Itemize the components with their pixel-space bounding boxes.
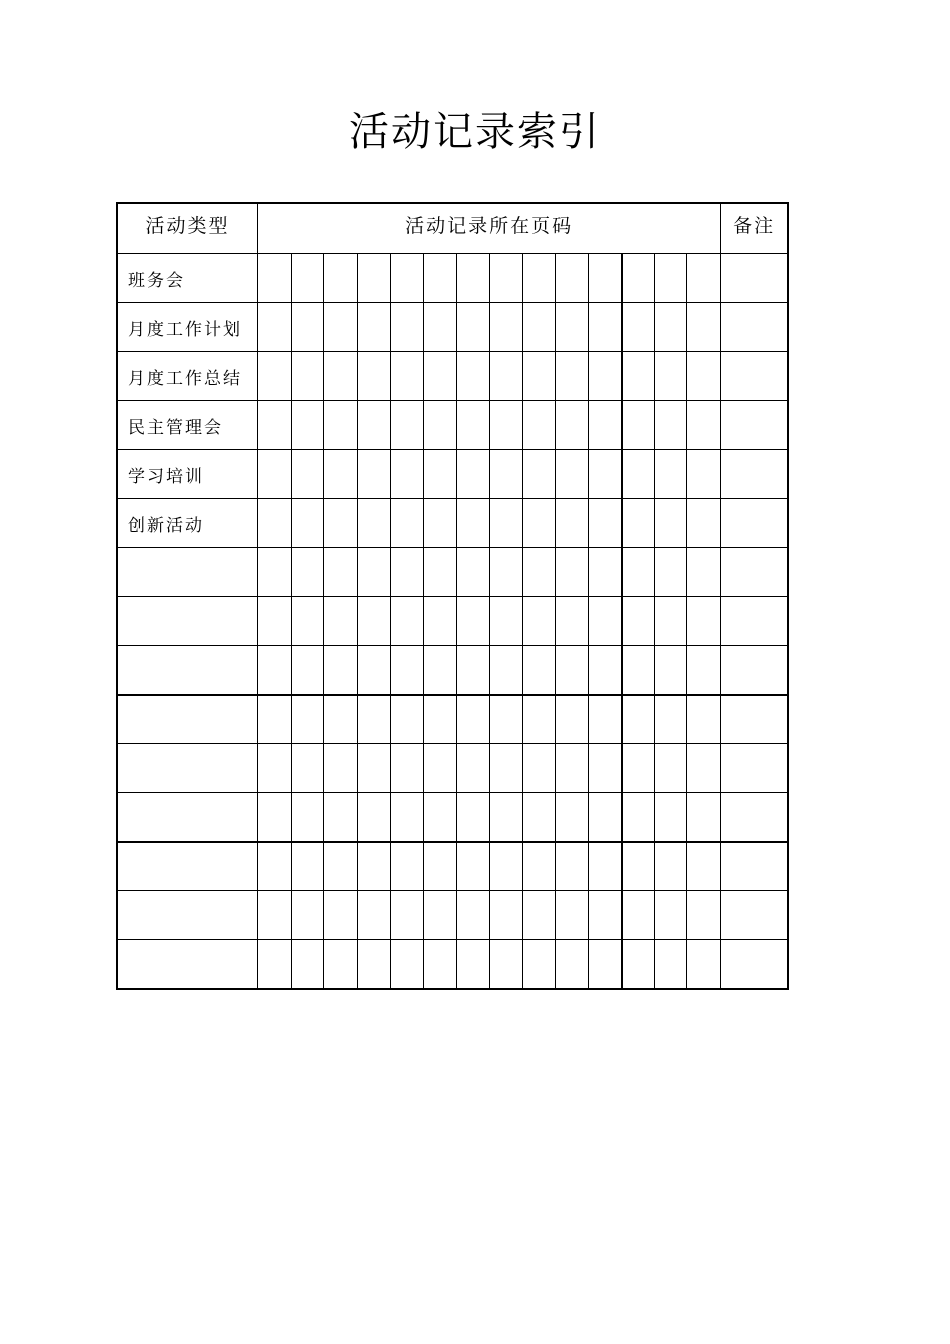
page-number-cell bbox=[358, 744, 391, 793]
page-number-cell bbox=[687, 254, 721, 303]
page-number-cell bbox=[391, 401, 424, 450]
page-number-cell bbox=[391, 450, 424, 499]
page-number-cell bbox=[687, 548, 721, 597]
page-number-cell bbox=[424, 450, 457, 499]
page-number-cell bbox=[687, 695, 721, 744]
page-number-cell bbox=[424, 940, 457, 989]
page-number-cell bbox=[292, 940, 324, 989]
page-number-cell bbox=[523, 940, 556, 989]
page-number-cell bbox=[292, 597, 324, 646]
page-number-cell bbox=[457, 450, 490, 499]
page-number-cell bbox=[358, 352, 391, 401]
page-number-cell bbox=[622, 842, 655, 891]
page-number-cell bbox=[358, 646, 391, 695]
page-number-cell bbox=[589, 793, 622, 842]
page-number-cell bbox=[622, 548, 655, 597]
table-row bbox=[118, 548, 788, 597]
remarks-cell bbox=[721, 548, 788, 597]
activity-type-cell: 班务会 bbox=[118, 254, 258, 303]
remarks-cell bbox=[721, 401, 788, 450]
page-number-cell bbox=[523, 597, 556, 646]
page-number-cell bbox=[391, 303, 424, 352]
page-number-cell bbox=[687, 597, 721, 646]
page-number-cell bbox=[589, 695, 622, 744]
page-number-cell bbox=[358, 401, 391, 450]
page-number-cell bbox=[687, 499, 721, 548]
page-number-cell bbox=[655, 352, 687, 401]
page-number-cell bbox=[457, 940, 490, 989]
page-number-cell bbox=[391, 793, 424, 842]
page-number-cell bbox=[391, 891, 424, 940]
page-number-cell bbox=[292, 352, 324, 401]
page-number-cell bbox=[292, 744, 324, 793]
page-number-cell bbox=[457, 352, 490, 401]
page-number-cell bbox=[424, 695, 457, 744]
page-number-cell bbox=[556, 891, 589, 940]
page-number-cell bbox=[490, 940, 523, 989]
page-number-cell bbox=[589, 352, 622, 401]
page-number-cell bbox=[424, 499, 457, 548]
page-number-cell bbox=[523, 548, 556, 597]
page-number-cell bbox=[457, 646, 490, 695]
page-number-cell bbox=[457, 744, 490, 793]
page-number-cell bbox=[292, 842, 324, 891]
page-number-cell bbox=[424, 793, 457, 842]
page-number-cell bbox=[391, 940, 424, 989]
page-number-cell bbox=[687, 303, 721, 352]
page-number-cell bbox=[391, 646, 424, 695]
page-number-cell bbox=[358, 695, 391, 744]
page-number-cell bbox=[292, 793, 324, 842]
page-number-cell bbox=[457, 499, 490, 548]
page-number-cell bbox=[424, 744, 457, 793]
header-activity-type: 活动类型 bbox=[118, 204, 258, 254]
page-number-cell bbox=[523, 891, 556, 940]
page-number-cell bbox=[655, 303, 687, 352]
table-row bbox=[118, 597, 788, 646]
page-number-cell bbox=[589, 499, 622, 548]
page-number-cell bbox=[523, 254, 556, 303]
header-page-numbers: 活动记录所在页码 bbox=[258, 204, 721, 254]
page-number-cell bbox=[457, 303, 490, 352]
page-number-cell bbox=[687, 744, 721, 793]
page-number-cell bbox=[556, 744, 589, 793]
page-number-cell bbox=[490, 303, 523, 352]
activity-type-cell: 学习培训 bbox=[118, 450, 258, 499]
page-number-cell bbox=[523, 499, 556, 548]
remarks-cell bbox=[721, 695, 788, 744]
page-number-cell bbox=[655, 793, 687, 842]
activity-type-cell bbox=[118, 842, 258, 891]
page-number-cell bbox=[258, 891, 292, 940]
remarks-cell bbox=[721, 597, 788, 646]
page-number-cell bbox=[457, 891, 490, 940]
page-number-cell bbox=[324, 548, 358, 597]
remarks-cell bbox=[721, 303, 788, 352]
activity-type-cell bbox=[118, 891, 258, 940]
header-row bbox=[118, 204, 788, 254]
page-number-cell bbox=[556, 940, 589, 989]
activity-type-cell bbox=[118, 744, 258, 793]
page-number-cell bbox=[687, 352, 721, 401]
page-number-cell bbox=[589, 548, 622, 597]
activity-type-cell bbox=[118, 695, 258, 744]
page-number-cell bbox=[490, 499, 523, 548]
page-number-cell bbox=[556, 695, 589, 744]
page-number-cell bbox=[655, 744, 687, 793]
page-number-cell bbox=[358, 499, 391, 548]
page-number-cell bbox=[358, 254, 391, 303]
page-number-cell bbox=[358, 940, 391, 989]
page-number-cell bbox=[622, 695, 655, 744]
page-number-cell bbox=[523, 842, 556, 891]
page-number-cell bbox=[687, 842, 721, 891]
activity-type-cell: 创新活动 bbox=[118, 499, 258, 548]
remarks-cell bbox=[721, 842, 788, 891]
page-number-cell bbox=[424, 646, 457, 695]
table-row bbox=[118, 401, 788, 450]
page-number-cell bbox=[687, 793, 721, 842]
page-title: 活动记录索引 bbox=[349, 109, 601, 155]
page-number-cell bbox=[258, 597, 292, 646]
activity-type-cell bbox=[118, 597, 258, 646]
page-number-cell bbox=[556, 254, 589, 303]
activity-index-table bbox=[117, 203, 788, 989]
page-number-cell bbox=[258, 254, 292, 303]
page-number-cell bbox=[292, 450, 324, 499]
page-number-cell bbox=[655, 450, 687, 499]
page-number-cell bbox=[391, 842, 424, 891]
page-number-cell bbox=[589, 254, 622, 303]
page-number-cell bbox=[457, 548, 490, 597]
page-number-cell bbox=[687, 891, 721, 940]
page-number-cell bbox=[655, 548, 687, 597]
page-number-cell bbox=[523, 303, 556, 352]
page-number-cell bbox=[324, 646, 358, 695]
page-number-cell bbox=[490, 597, 523, 646]
page-number-cell bbox=[258, 352, 292, 401]
page-number-cell bbox=[589, 744, 622, 793]
page-number-cell bbox=[687, 450, 721, 499]
table-row bbox=[118, 352, 788, 401]
page-number-cell bbox=[424, 891, 457, 940]
page-number-cell bbox=[324, 352, 358, 401]
page-number-cell bbox=[556, 793, 589, 842]
page-number-cell bbox=[358, 842, 391, 891]
page-number-cell bbox=[490, 548, 523, 597]
page-number-cell bbox=[324, 597, 358, 646]
page-number-cell bbox=[391, 352, 424, 401]
table-row bbox=[118, 646, 788, 695]
table-row bbox=[118, 254, 788, 303]
page-number-cell bbox=[358, 597, 391, 646]
page-number-cell bbox=[358, 793, 391, 842]
remarks-cell bbox=[721, 254, 788, 303]
page-number-cell bbox=[556, 352, 589, 401]
page-number-cell bbox=[556, 646, 589, 695]
remarks-cell bbox=[721, 940, 788, 989]
page-number-cell bbox=[391, 254, 424, 303]
activity-type-cell: 民主管理会 bbox=[118, 401, 258, 450]
page-number-cell bbox=[490, 695, 523, 744]
page-number-cell bbox=[655, 842, 687, 891]
table-row bbox=[118, 842, 788, 891]
page-number-cell bbox=[490, 401, 523, 450]
page-number-cell bbox=[324, 401, 358, 450]
table-row bbox=[118, 450, 788, 499]
page-number-cell bbox=[424, 254, 457, 303]
page-number-cell bbox=[258, 646, 292, 695]
page-number-cell bbox=[556, 548, 589, 597]
page-number-cell bbox=[358, 891, 391, 940]
page-number-cell bbox=[457, 401, 490, 450]
page-number-cell bbox=[490, 891, 523, 940]
page-number-cell bbox=[490, 254, 523, 303]
page-number-cell bbox=[324, 744, 358, 793]
page-number-cell bbox=[324, 940, 358, 989]
page-number-cell bbox=[589, 891, 622, 940]
header-remarks: 备注 bbox=[721, 204, 788, 254]
page-number-cell bbox=[622, 646, 655, 695]
page-number-cell bbox=[687, 940, 721, 989]
activity-type-cell: 月度工作总结 bbox=[118, 352, 258, 401]
page-number-cell bbox=[589, 842, 622, 891]
page-number-cell bbox=[655, 646, 687, 695]
page-number-cell bbox=[589, 401, 622, 450]
page-number-cell bbox=[523, 744, 556, 793]
page-number-cell bbox=[655, 891, 687, 940]
activity-type-cell bbox=[118, 548, 258, 597]
page-number-cell bbox=[589, 450, 622, 499]
page-number-cell bbox=[258, 401, 292, 450]
remarks-cell bbox=[721, 352, 788, 401]
page-number-cell bbox=[655, 695, 687, 744]
page-number-cell bbox=[523, 401, 556, 450]
page-number-cell bbox=[523, 695, 556, 744]
page-number-cell bbox=[622, 499, 655, 548]
page-number-cell bbox=[424, 597, 457, 646]
page-number-cell bbox=[490, 646, 523, 695]
page-number-cell bbox=[292, 646, 324, 695]
page-number-cell bbox=[324, 793, 358, 842]
table-row bbox=[118, 744, 788, 793]
page-number-cell bbox=[424, 401, 457, 450]
page-number-cell bbox=[292, 303, 324, 352]
remarks-cell bbox=[721, 891, 788, 940]
page-number-cell bbox=[622, 401, 655, 450]
page-number-cell bbox=[523, 646, 556, 695]
page-number-cell bbox=[457, 695, 490, 744]
table-row bbox=[118, 499, 788, 548]
page-number-cell bbox=[391, 695, 424, 744]
page-number-cell bbox=[457, 254, 490, 303]
page-number-cell bbox=[589, 940, 622, 989]
page-number-cell bbox=[424, 842, 457, 891]
page-number-cell bbox=[622, 450, 655, 499]
page-number-cell bbox=[687, 646, 721, 695]
page-number-cell bbox=[391, 499, 424, 548]
page-number-cell bbox=[358, 450, 391, 499]
page-number-cell bbox=[589, 597, 622, 646]
page-number-cell bbox=[622, 303, 655, 352]
page-number-cell bbox=[324, 499, 358, 548]
page-number-cell bbox=[292, 548, 324, 597]
page-number-cell bbox=[622, 940, 655, 989]
page-number-cell bbox=[655, 940, 687, 989]
page-number-cell bbox=[556, 303, 589, 352]
page-number-cell bbox=[622, 352, 655, 401]
page-number-cell bbox=[687, 401, 721, 450]
page-number-cell bbox=[391, 744, 424, 793]
page-number-cell bbox=[556, 450, 589, 499]
page-number-cell bbox=[490, 450, 523, 499]
page-number-cell bbox=[589, 303, 622, 352]
remarks-cell bbox=[721, 793, 788, 842]
activity-type-cell bbox=[118, 646, 258, 695]
page-number-cell bbox=[258, 499, 292, 548]
page-number-cell bbox=[556, 401, 589, 450]
page-number-cell bbox=[424, 548, 457, 597]
page-number-cell bbox=[523, 793, 556, 842]
page-number-cell bbox=[324, 842, 358, 891]
page-number-cell bbox=[622, 597, 655, 646]
page-number-cell bbox=[258, 940, 292, 989]
page-number-cell bbox=[523, 450, 556, 499]
table-row bbox=[118, 891, 788, 940]
page-number-cell bbox=[622, 744, 655, 793]
page-number-cell bbox=[391, 597, 424, 646]
page-number-cell bbox=[490, 793, 523, 842]
page-number-cell bbox=[258, 744, 292, 793]
table-row bbox=[118, 793, 788, 842]
page-number-cell bbox=[258, 303, 292, 352]
page-number-cell bbox=[358, 303, 391, 352]
page-number-cell bbox=[655, 254, 687, 303]
page-number-cell bbox=[258, 793, 292, 842]
page-number-cell bbox=[589, 646, 622, 695]
remarks-cell bbox=[721, 646, 788, 695]
activity-type-cell: 月度工作计划 bbox=[118, 303, 258, 352]
remarks-cell bbox=[721, 499, 788, 548]
page-number-cell bbox=[292, 401, 324, 450]
page-number-cell bbox=[655, 597, 687, 646]
page-number-cell bbox=[292, 695, 324, 744]
page-number-cell bbox=[258, 842, 292, 891]
page-number-cell bbox=[523, 352, 556, 401]
page-number-cell bbox=[258, 695, 292, 744]
page-number-cell bbox=[457, 842, 490, 891]
activity-type-cell bbox=[118, 793, 258, 842]
table-row bbox=[118, 303, 788, 352]
page-number-cell bbox=[424, 352, 457, 401]
page-number-cell bbox=[324, 891, 358, 940]
page-number-cell bbox=[655, 499, 687, 548]
page-number-cell bbox=[292, 254, 324, 303]
remarks-cell bbox=[721, 450, 788, 499]
page-number-cell bbox=[490, 352, 523, 401]
page-number-cell bbox=[258, 548, 292, 597]
table-row bbox=[118, 695, 788, 744]
page-number-cell bbox=[490, 744, 523, 793]
page-number-cell bbox=[324, 254, 358, 303]
page-number-cell bbox=[556, 597, 589, 646]
page-number-cell bbox=[391, 548, 424, 597]
page-number-cell bbox=[556, 842, 589, 891]
page-number-cell bbox=[457, 793, 490, 842]
page-number-cell bbox=[292, 499, 324, 548]
page-number-cell bbox=[622, 793, 655, 842]
remarks-cell bbox=[721, 744, 788, 793]
page-number-cell bbox=[622, 891, 655, 940]
activity-type-cell bbox=[118, 940, 258, 989]
page-number-cell bbox=[457, 597, 490, 646]
table-row bbox=[118, 940, 788, 989]
page-number-cell bbox=[324, 450, 358, 499]
page-number-cell bbox=[258, 450, 292, 499]
page-number-cell bbox=[324, 695, 358, 744]
page-number-cell bbox=[324, 303, 358, 352]
page-number-cell bbox=[358, 548, 391, 597]
page-number-cell bbox=[490, 842, 523, 891]
page-number-cell bbox=[424, 303, 457, 352]
page-number-cell bbox=[292, 891, 324, 940]
page-number-cell bbox=[655, 401, 687, 450]
page-number-cell bbox=[622, 254, 655, 303]
page-number-cell bbox=[556, 499, 589, 548]
